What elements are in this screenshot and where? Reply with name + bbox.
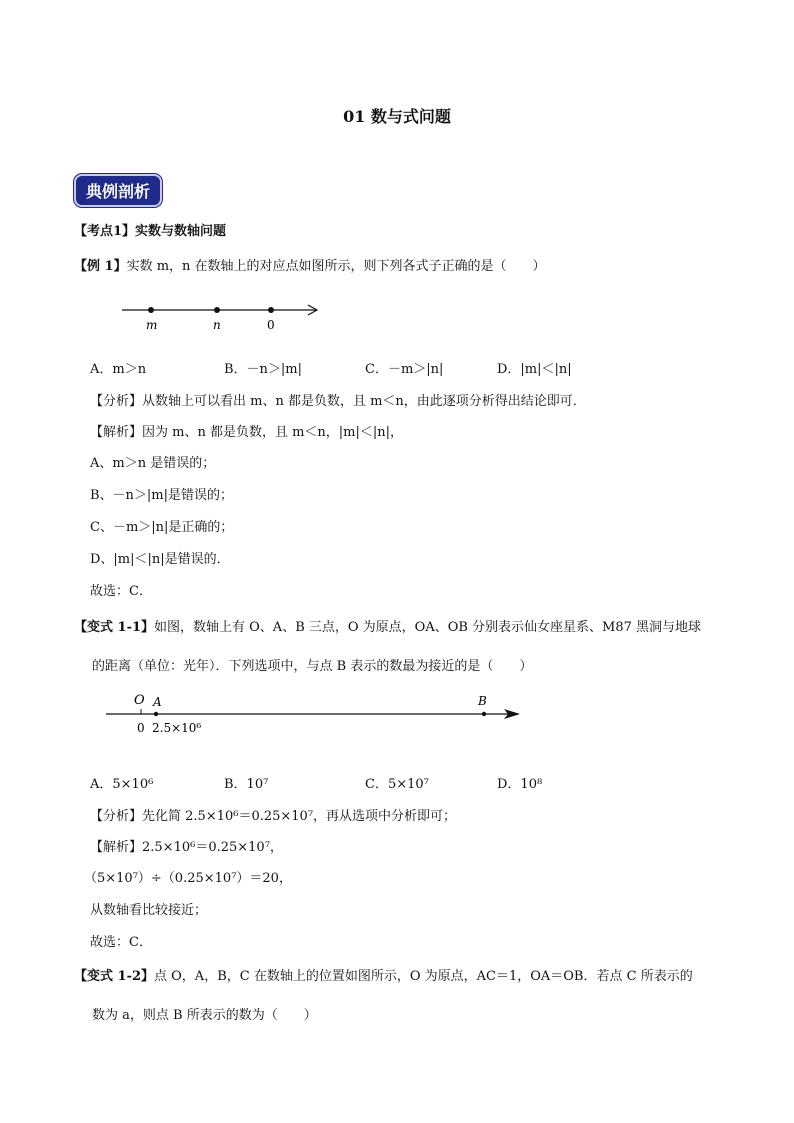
example-1-question [74, 255, 546, 274]
ex1-option-a: A．m＞n [90, 362, 147, 377]
ex1-analysis: 【分析】从数轴上可以看出 m、n 都是负数，且 m＜n，由此逐项分析得出结论即可． [90, 394, 586, 409]
var11-analysis: 【分析】先化简 2.5×10⁶＝0.25×10⁷，再从选项中分析即可； [90, 809, 457, 824]
ex1-option-c: C．－m＞|n| [365, 362, 444, 377]
var11-solution: 【解析】2.5×10⁶＝0.25×10⁷， [90, 840, 283, 855]
variant-1-1-line1: 如图，数轴上有 O、A、B 三点，O 为原点，OA、OB 分别表示仙女座星系、M87 黑洞与地球 [154, 620, 702, 635]
label-a-value: 2.5×10⁶ [152, 721, 202, 735]
var11-option-d: D．10⁸ [497, 777, 543, 792]
point-a [154, 712, 158, 716]
label-a: A [153, 695, 162, 709]
label-n: n [213, 318, 221, 332]
label-zero: 0 [267, 318, 275, 332]
var11-option-b: B．10⁷ [224, 777, 269, 792]
variant-1-2-line1: 点 O，A，B，C 在数轴上的位置如图所示，O 为原点，AC＝1，OA＝OB．若点 C 所表示的 [154, 969, 693, 984]
ex1-answer: 故选：C． [90, 584, 152, 599]
point-zero [268, 307, 274, 313]
variant-1-2-tag: 【变式 1-2】 [74, 969, 155, 984]
variant-1-2-line2: 数为 a，则点 B 所表示的数为（ ） [92, 1008, 317, 1023]
ex1-option-d: D．|m|＜|n| [497, 362, 572, 377]
ex1-step-d: D、|m|＜|n|是错误的． [90, 552, 230, 567]
ex1-step-a: A、m＞n 是错误的； [90, 456, 216, 471]
label-o: O [134, 693, 145, 708]
var11-step-1: （5×10⁷）÷（0.25×10⁷）＝20， [84, 871, 292, 886]
number-line-1 [110, 298, 330, 338]
ex1-option-b: B．－n＞|m| [224, 362, 303, 377]
label-m: m [146, 318, 158, 332]
point-n [214, 307, 220, 313]
var11-step-2: 从数轴看比较接近； [90, 903, 208, 918]
ex1-step-c: C、－m＞|n|是正确的； [90, 520, 234, 535]
label-zero: 0 [137, 721, 145, 735]
variant-1-1-question [74, 616, 701, 635]
example-1-tag: 【例 1】 [74, 259, 127, 274]
var11-option-a: A．5×10⁶ [90, 777, 154, 792]
var11-option-c: C．5×10⁷ [365, 777, 429, 792]
example-1-text: 实数 m，n 在数轴上的对应点如图所示，则下列各式子正确的是（ ） [126, 259, 546, 274]
var11-answer: 故选：C． [90, 935, 152, 950]
page-title: 01 数与式问题 [343, 107, 451, 126]
point-m [148, 307, 154, 313]
kaodian-heading: 【考点1】实数与数轴问题 [74, 224, 227, 239]
ex1-step-b: B、－n＞|m|是错误的； [90, 488, 234, 503]
label-b: B [478, 694, 487, 708]
point-b [482, 712, 486, 716]
variant-1-2-question [74, 965, 693, 984]
ex1-solution: 【解析】因为 m、n 都是负数，且 m＜n，|m|＜|n|， [90, 425, 404, 440]
number-line-2 [100, 688, 530, 740]
variant-1-1-tag: 【变式 1-1】 [74, 620, 155, 635]
variant-1-1-line2: 的距离（单位：光年）．下列选项中，与点 B 表示的数最为接近的是（ ） [92, 659, 533, 674]
section-badge: 典例剖析 [74, 174, 162, 207]
